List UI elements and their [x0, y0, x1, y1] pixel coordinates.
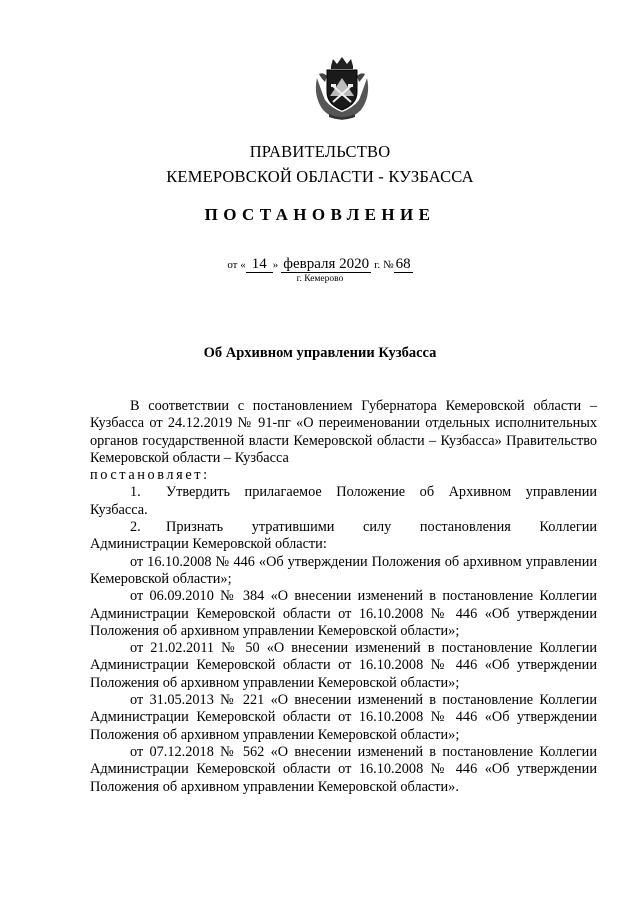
document-number: 68 — [395, 256, 411, 272]
coat-of-arms-icon — [313, 56, 371, 122]
intro-text: В соответствии с постановлением Губернатора Кемеровской области – Кузбасса от 24.12.2019 № 91-пг «О переименовании отдельных исполнительных органов государственной власти Кемеровской области – Кузбасса» Правительство Кемеровской области – Кузбасса — [90, 398, 597, 466]
date-mid: » — [272, 259, 279, 271]
date-suffix: г. — [374, 259, 381, 271]
item-1-number: 1. — [130, 484, 141, 501]
intro-paragraph — [90, 398, 597, 467]
city-label: г. Кемерово — [296, 274, 344, 284]
item-2 — [90, 519, 597, 554]
document-body — [90, 398, 597, 796]
date-number-line — [0, 256, 640, 273]
act-item: от 31.05.2013 № 221 «О внесении изменений в постановление Коллегии Администрации Кемеровской области от 16.10.2008 № 446 «Об утверждении Положения об архивном управлении Кемеровской области»; — [90, 692, 597, 743]
government-name-line1: ПРАВИТЕЛЬСТВО — [249, 142, 391, 161]
date-month-year: февраля 2020 — [283, 256, 370, 272]
decree-word-paragraph — [90, 467, 597, 484]
government-name-line2: КЕМЕРОВСКОЙ ОБЛАСТИ - КУЗБАССА — [166, 167, 474, 186]
document-type-heading: ПОСТАНОВЛЕНИЕ — [204, 205, 436, 224]
item-2-text: Признать утратившими силу постановления Коллегии Администрации Кемеровской области: — [90, 519, 597, 553]
act-item: от 21.02.2011 № 50 «О внесении изменений в постановление Коллегии Администрации Кемеровской области от 16.10.2008 № 446 «Об утверждении Положения об архивном управлении Кемеровской области»; — [90, 640, 597, 691]
item-1 — [90, 484, 597, 519]
item-2-number: 2. — [130, 519, 141, 536]
act-item: от 06.09.2010 № 384 «О внесении изменений в постановление Коллегии Администрации Кемеровской области от 16.10.2008 № 446 «Об утверждении Положения об архивном управлении Кемеровской области»; — [90, 588, 597, 639]
decree-word: постановляет: — [90, 467, 210, 484]
item-1-text: Утвердить прилагаемое Положение об Архивном управлении Кузбасса. — [90, 484, 597, 518]
act-item: от 07.12.2018 № 562 «О внесении изменений в постановление Коллегии Администрации Кемеровской области от 16.10.2008 № 446 «Об утверждении Положения об архивном управлении Кемеровской области». — [90, 743, 597, 795]
number-prefix: № — [383, 259, 394, 271]
document-title: Об Архивном управлении Кузбасса — [203, 345, 437, 361]
date-prefix: от « — [227, 259, 246, 271]
date-day: 14 — [246, 256, 273, 273]
act-item: от 16.10.2008 № 446 «Об утверждении Положения об архивном управлении Кемеровской области»; — [90, 553, 597, 587]
